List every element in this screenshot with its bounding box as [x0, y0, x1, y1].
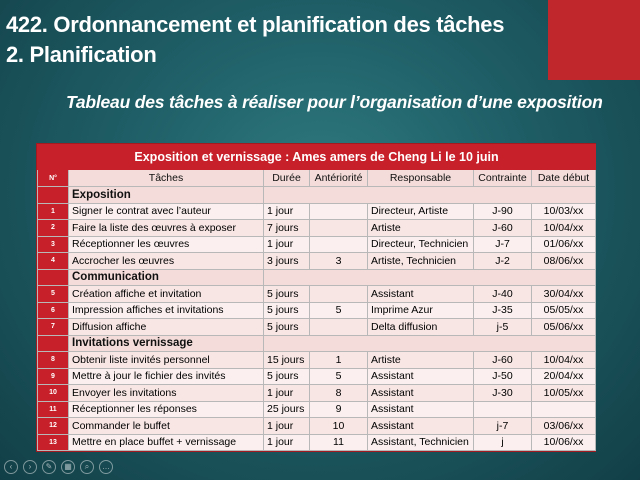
task-owner: Directeur, Technicien	[368, 236, 474, 253]
task-owner: Delta diffusion	[368, 319, 474, 336]
task-table	[37, 144, 596, 451]
task-number: 2	[38, 220, 69, 237]
task-constraint: J-7	[474, 236, 532, 253]
task-constraint: J-60	[474, 220, 532, 237]
more-icon[interactable]: …	[99, 460, 113, 474]
table-caption: Tableau des tâches à réaliser pour l’organisation d’une exposition	[66, 92, 603, 112]
task-start-date	[532, 401, 596, 418]
task-name: Création affiche et invitation	[69, 286, 264, 303]
task-duration: 1 jour	[264, 236, 310, 253]
task-constraint: J-50	[474, 368, 532, 385]
task-number: 8	[38, 352, 69, 369]
section-name: Invitations vernissage	[69, 335, 264, 352]
section-row	[38, 187, 596, 204]
task-number: 9	[38, 368, 69, 385]
task-owner: Artiste, Technicien	[368, 253, 474, 270]
column-header: Date début	[532, 170, 596, 187]
task-name: Réceptionner les réponses	[69, 401, 264, 418]
table-row	[38, 286, 596, 303]
task-precedence: 8	[310, 385, 368, 402]
task-precedence: 10	[310, 418, 368, 435]
task-number: 11	[38, 401, 69, 418]
task-name: Obtenir liste invités personnel	[69, 352, 264, 369]
task-constraint: J-40	[474, 286, 532, 303]
table-row	[38, 385, 596, 402]
column-header: Contrainte	[474, 170, 532, 187]
task-constraint	[474, 401, 532, 418]
task-owner: Assistant	[368, 286, 474, 303]
task-number: 7	[38, 319, 69, 336]
task-number: 3	[38, 236, 69, 253]
table-row	[38, 203, 596, 220]
pen-icon[interactable]: ✎	[42, 460, 56, 474]
task-number: 13	[38, 434, 69, 451]
task-owner: Assistant	[368, 418, 474, 435]
task-duration: 5 jours	[264, 319, 310, 336]
task-constraint: j	[474, 434, 532, 451]
section-name: Communication	[69, 269, 264, 286]
task-owner: Assistant, Technicien	[368, 434, 474, 451]
task-start-date: 20/04/xx	[532, 368, 596, 385]
task-constraint: J-2	[474, 253, 532, 270]
task-duration: 1 jour	[264, 418, 310, 435]
table-row	[38, 319, 596, 336]
column-header: N°	[38, 170, 69, 187]
zoom-icon[interactable]: ⌕	[80, 460, 94, 474]
table-row	[38, 368, 596, 385]
task-precedence	[310, 220, 368, 237]
task-precedence	[310, 286, 368, 303]
section-filler	[264, 335, 596, 352]
task-number: 5	[38, 286, 69, 303]
task-name: Mettre à jour le fichier des invités	[69, 368, 264, 385]
task-name: Mettre en place buffet + vernissage	[69, 434, 264, 451]
section-marker	[38, 335, 69, 352]
task-name: Envoyer les invitations	[69, 385, 264, 402]
task-precedence: 3	[310, 253, 368, 270]
task-start-date: 05/06/xx	[532, 319, 596, 336]
presentation-toolbar	[4, 460, 113, 474]
table-row	[38, 253, 596, 270]
task-owner: Imprime Azur	[368, 302, 474, 319]
slide-title: 422. Ordonnancement et planification des tâches	[6, 12, 505, 37]
task-name: Commander le buffet	[69, 418, 264, 435]
table-title: Exposition et vernissage : Ames amers de Cheng Li le 10 juin	[38, 145, 596, 170]
prev-icon[interactable]: ‹	[4, 460, 18, 474]
section-row	[38, 335, 596, 352]
task-owner: Assistant	[368, 385, 474, 402]
task-owner: Directeur, Artiste	[368, 203, 474, 220]
task-name: Signer le contrat avec l’auteur	[69, 203, 264, 220]
table-row	[38, 434, 596, 451]
task-number: 10	[38, 385, 69, 402]
section-filler	[264, 269, 596, 286]
task-name: Accrocher les œuvres	[69, 253, 264, 270]
task-precedence: 9	[310, 401, 368, 418]
task-start-date: 03/06/xx	[532, 418, 596, 435]
task-table-container	[36, 143, 596, 452]
task-number: 4	[38, 253, 69, 270]
task-name: Impression affiches et invitations	[69, 302, 264, 319]
task-precedence	[310, 203, 368, 220]
task-duration: 25 jours	[264, 401, 310, 418]
task-owner: Artiste	[368, 352, 474, 369]
slides-icon[interactable]: ▦	[61, 460, 75, 474]
task-constraint: J-60	[474, 352, 532, 369]
task-precedence: 1	[310, 352, 368, 369]
red-accent-block	[548, 0, 640, 80]
task-constraint: j-7	[474, 418, 532, 435]
table-row	[38, 352, 596, 369]
task-name: Réceptionner les œuvres	[69, 236, 264, 253]
task-start-date: 05/05/xx	[532, 302, 596, 319]
table-row	[38, 401, 596, 418]
section-marker	[38, 269, 69, 286]
table-row	[38, 236, 596, 253]
task-duration: 5 jours	[264, 368, 310, 385]
task-constraint: j-5	[474, 319, 532, 336]
task-start-date: 30/04/xx	[532, 286, 596, 303]
task-duration: 7 jours	[264, 220, 310, 237]
column-header: Antériorité	[310, 170, 368, 187]
column-header: Durée	[264, 170, 310, 187]
task-precedence	[310, 319, 368, 336]
task-duration: 5 jours	[264, 302, 310, 319]
task-number: 12	[38, 418, 69, 435]
task-duration: 5 jours	[264, 286, 310, 303]
task-name: Diffusion affiche	[69, 319, 264, 336]
table-row	[38, 302, 596, 319]
task-start-date: 10/04/xx	[532, 352, 596, 369]
task-number: 1	[38, 203, 69, 220]
task-precedence	[310, 236, 368, 253]
table-row	[38, 220, 596, 237]
section-name: Exposition	[69, 187, 264, 204]
section-filler	[264, 187, 596, 204]
task-owner: Assistant	[368, 401, 474, 418]
task-duration: 15 jours	[264, 352, 310, 369]
task-duration: 3 jours	[264, 253, 310, 270]
task-start-date: 10/03/xx	[532, 203, 596, 220]
task-owner: Assistant	[368, 368, 474, 385]
task-duration: 1 jour	[264, 434, 310, 451]
task-start-date: 10/06/xx	[532, 434, 596, 451]
task-constraint: J-35	[474, 302, 532, 319]
task-start-date: 10/05/xx	[532, 385, 596, 402]
next-icon[interactable]: ›	[23, 460, 37, 474]
column-header: Tâches	[69, 170, 264, 187]
section-row	[38, 269, 596, 286]
task-owner: Artiste	[368, 220, 474, 237]
task-constraint: J-90	[474, 203, 532, 220]
task-precedence: 11	[310, 434, 368, 451]
task-start-date: 08/06/xx	[532, 253, 596, 270]
task-duration: 1 jour	[264, 203, 310, 220]
task-precedence: 5	[310, 302, 368, 319]
section-marker	[38, 187, 69, 204]
task-precedence: 5	[310, 368, 368, 385]
column-header: Responsable	[368, 170, 474, 187]
task-number: 6	[38, 302, 69, 319]
task-start-date: 10/04/xx	[532, 220, 596, 237]
task-duration: 1 jour	[264, 385, 310, 402]
slide-subtitle-heading: 2. Planification	[6, 42, 157, 67]
task-start-date: 01/06/xx	[532, 236, 596, 253]
table-row	[38, 418, 596, 435]
task-name: Faire la liste des œuvres à exposer	[69, 220, 264, 237]
task-constraint: J-30	[474, 385, 532, 402]
